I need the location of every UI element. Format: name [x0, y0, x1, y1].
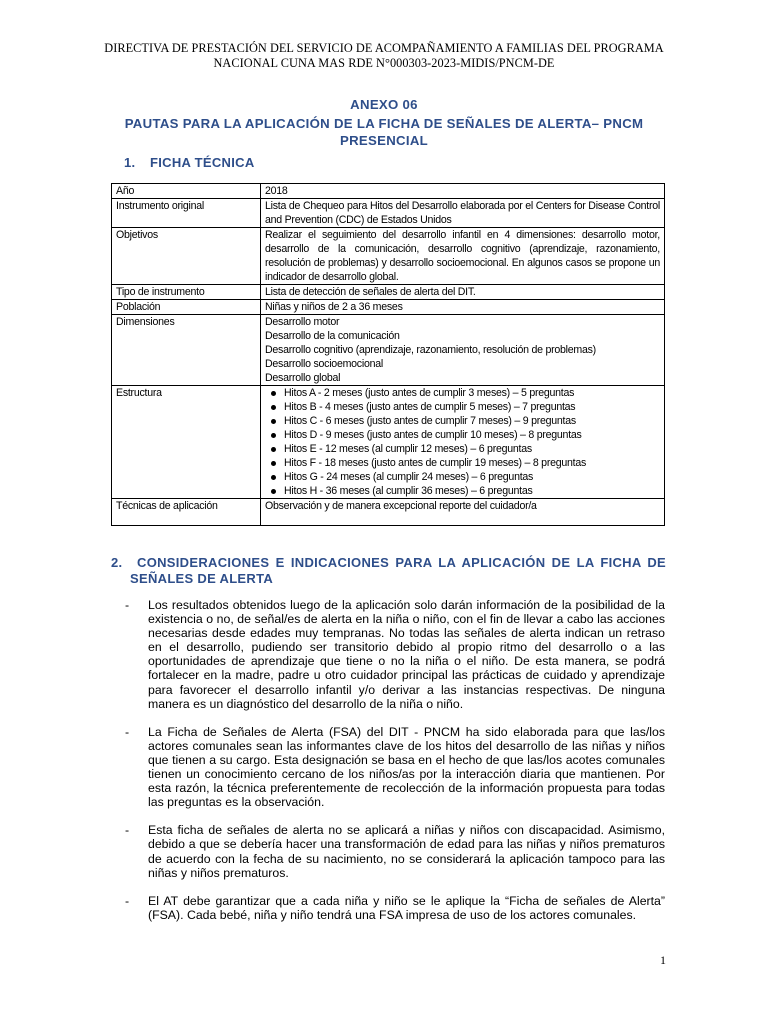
dimension-item: Desarrollo motor	[265, 316, 340, 328]
row-key: Objetivos	[112, 228, 261, 285]
dash-marker: -	[125, 893, 130, 908]
section-2-heading	[111, 555, 666, 587]
list-item: Hitos A - 2 meses (justo antes de cumplir 3 meses) – 5 preguntas	[265, 386, 660, 400]
paragraph-text: Los resultados obtenidos luego de la aplicación solo darán información de la posibilidad de la existencia o no, de señal/es de alerta en la niña o niño, con el fin de llevar a cabo las acciones necesarias desde edades muy tempranas. No todas las señales de alerta indican un retraso en el desarrollo, pudiendo ser transitorio debido al propio ritmo del desarrollo o a las oportunidades de aprendizaje que tiene o no la niña o el niño. De esta manera, se podrá fortalecer en la madre, padre u otro cuidador principal las prácticas de cuidado y aprendizaje para favorecer el desarrollo infantil y/o derivar a las instancias respectivas. De ninguna manera es un diagnóstico del desarrollo de la niña o niño.	[148, 598, 665, 711]
table-row	[112, 386, 665, 499]
section-1-number: 1.	[124, 155, 136, 170]
section-2-number: 2.	[111, 555, 123, 570]
row-key: Año	[112, 184, 261, 199]
annex-title-line-1: PAUTAS PARA LA APLICACIÓN DE LA FICHA DE SEÑALES DE ALERTA– PNCM	[124, 116, 644, 131]
dimension-item: Desarrollo socioemocional	[265, 358, 383, 370]
dimension-item: Desarrollo cognitivo (aprendizaje, razonamiento, resolución de problemas)	[265, 344, 596, 356]
list-item: Hitos C - 6 meses (justo antes de cumplir 7 meses) – 9 preguntas	[265, 414, 660, 428]
table-row	[112, 300, 665, 315]
row-key: Población	[112, 300, 261, 315]
row-value: Observación y de manera excepcional reporte del cuidador/a	[261, 499, 665, 526]
dimension-item: Desarrollo global	[265, 372, 341, 384]
row-value: Realizar el seguimiento del desarrollo infantil en 4 dimensiones: desarrollo motor, desarrollo de la comunicación, desarrollo cognitivo (aprendizaje, razonamiento, resolución de problemas) y desarrollo socioemocional. En algunos casos se propone un indicador de desarrollo global.	[261, 228, 665, 285]
running-header	[90, 41, 678, 71]
table-row	[112, 228, 665, 285]
paragraph-text: La Ficha de Señales de Alerta (FSA) del DIT - PNCM ha sido elaborada para que las/los actores comunales sean las informantes clave de los hitos del desarrollo de las niñas y niños que tienen a su cargo. Esta designación se basa en el hecho de que las/los acotes comunales tienen un conocimiento cercano de los niños/as por la interacción diaria que mantienen. Por esta razón, la técnica preferentemente de recolección de la información propuesta para todas las preguntas es la observación.	[148, 724, 665, 810]
dimension-item: Desarrollo de la comunicación	[265, 330, 400, 342]
section-2-title-text-1: CONSIDERACIONES E INDICACIONES PARA LA APLICACIÓN DE LA FICHA DE	[137, 555, 666, 570]
section-1-heading	[124, 155, 255, 171]
considerations-list	[120, 598, 665, 936]
row-value: Lista de detección de señales de alerta del DIT.	[261, 285, 665, 300]
row-value: Lista de Chequeo para Hitos del Desarrollo elaborada por el Centers for Disease Control and Prevention (CDC) de Estados Unidos	[261, 199, 665, 228]
list-item: Hitos D - 9 meses (justo antes de cumplir 10 meses) – 8 preguntas	[265, 428, 660, 442]
table-row	[112, 285, 665, 300]
list-item: Hitos H - 36 meses (al cumplir 36 meses) – 6 preguntas	[265, 484, 660, 498]
table-row	[112, 499, 665, 526]
row-value	[261, 315, 665, 386]
table-row	[112, 315, 665, 386]
section-2-title-line-2: SEÑALES DE ALERTA	[130, 571, 274, 586]
list-item: Hitos E - 12 meses (al cumplir 12 meses) – 6 preguntas	[265, 442, 660, 456]
dash-marker: -	[125, 724, 130, 739]
annex-title	[90, 96, 678, 149]
dash-marker: -	[125, 823, 130, 838]
list-item	[120, 598, 665, 711]
list-item: Hitos B - 4 meses (justo antes de cumplir 5 meses) – 7 preguntas	[265, 400, 660, 414]
paragraph-text: El AT debe garantizar que a cada niña y niño se le aplique la “Ficha de señales de Alerta” (FSA). Cada bebé, niña y niño tendrá una FSA impresa de uso de los actores comunales.	[148, 893, 665, 922]
list-item	[120, 894, 665, 922]
section-1-title: FICHA TÉCNICA	[150, 155, 255, 170]
list-item: Hitos G - 24 meses (al cumplir 24 meses) – 6 preguntas	[265, 470, 660, 484]
row-value: Niñas y niños de 2 a 36 meses	[261, 300, 665, 315]
dash-marker: -	[125, 598, 130, 612]
page-number: 1	[660, 953, 666, 967]
row-key: Tipo de instrumento	[112, 285, 261, 300]
structure-bullet-list	[265, 386, 660, 498]
running-header-line-2: NACIONAL CUNA MAS RDE N°000303-2023-MIDIS/PNCM-DE	[213, 56, 555, 70]
table-row	[112, 199, 665, 228]
row-value: 2018	[261, 184, 665, 199]
section-2-title-line-1	[111, 555, 666, 571]
row-key: Dimensiones	[112, 315, 261, 386]
table-row	[112, 184, 665, 199]
paragraph-text: Esta ficha de señales de alerta no se aplicará a niñas y niños con discapacidad. Asimismo, debido a que se debería hacer una transformación de edad para las niñas y niños prematuros de acuerdo con la fecha de su nacimiento, no se considerará la aplicación tampoco para las niñas y niños prematuros.	[148, 823, 665, 880]
row-key: Técnicas de aplicación	[112, 499, 261, 526]
list-item	[120, 823, 665, 879]
row-key: Instrumento original	[112, 199, 261, 228]
list-item: Hitos F - 18 meses (justo antes de cumplir 19 meses) – 8 preguntas	[265, 456, 660, 470]
annex-title-line-2: PRESENCIAL	[340, 133, 428, 148]
running-header-line-1: DIRECTIVA DE PRESTACIÓN DEL SERVICIO DE ACOMPAÑAMIENTO A FAMILIAS DEL PROGRAMA	[104, 41, 664, 55]
row-value	[261, 386, 665, 499]
list-item	[120, 725, 665, 810]
annex-label: ANEXO 06	[350, 97, 418, 112]
row-key: Estructura	[112, 386, 261, 499]
technical-sheet-table	[111, 183, 665, 526]
